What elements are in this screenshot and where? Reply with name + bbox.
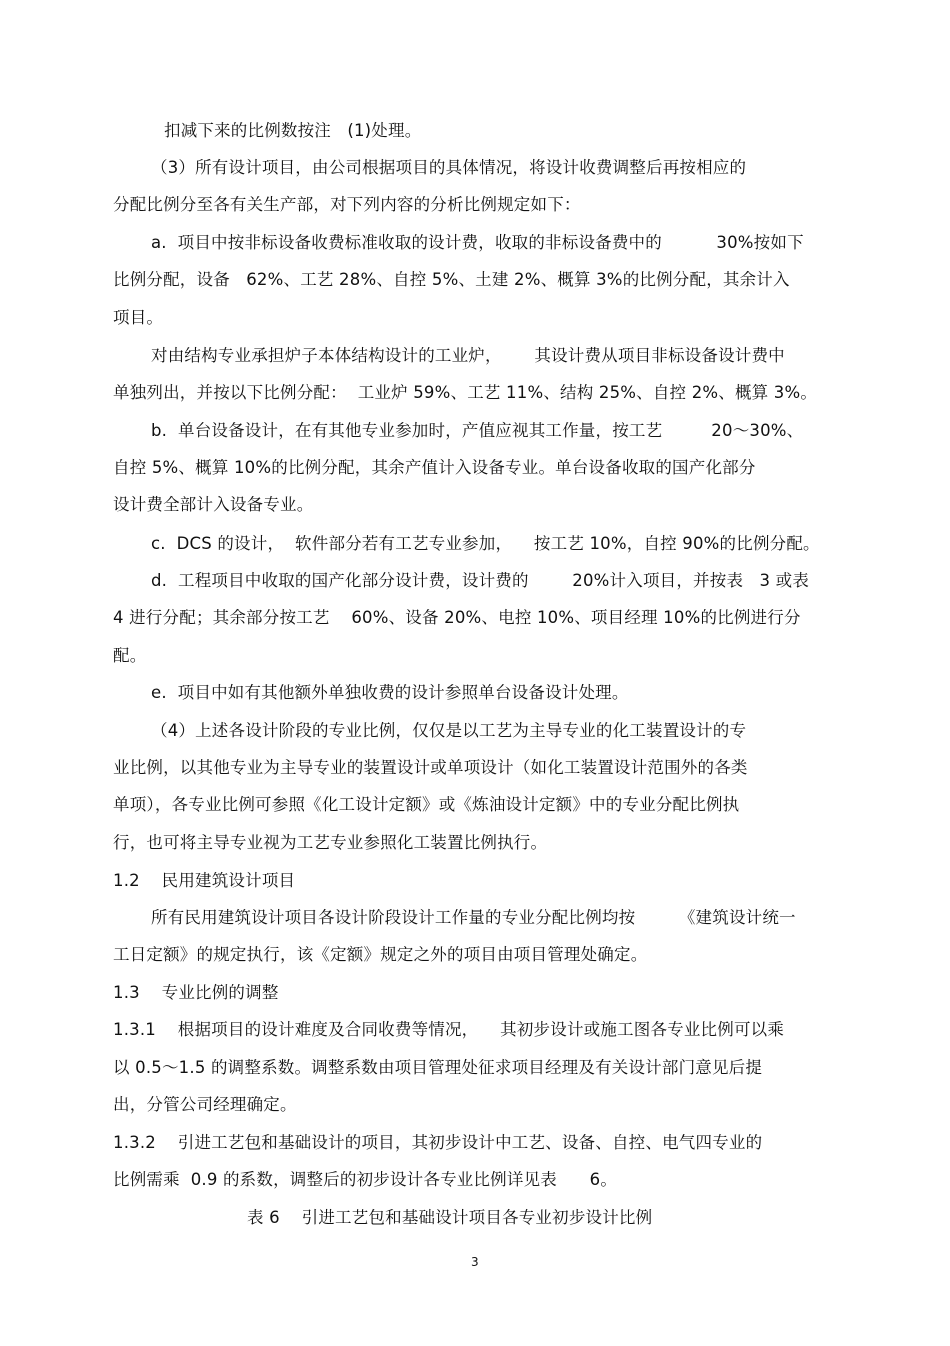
paragraph-4-line-4: 行，也可将主导专业视为工艺专业参照化工装置比例执行。 [113,833,548,852]
paragraph-4-line-2: 业比例，以其他专业为主导专业的装置设计或单项设计（如化工装置设计范围外的各类 [113,758,748,777]
furnace-line-2: 单独列出，并按以下比例分配： 工业炉 59%、工艺 11%、结构 25%、自控 2%、概算 3%。 [113,383,818,402]
section-heading-1-2: 1.2 民用建筑设计项目 [113,871,296,890]
item-d-line-1: d. 工程项目中收取的国产化部分设计费，设计费的 20%计入项目，并按表 3 或表 [151,571,810,590]
section-1-3-2-line-2: 比例需乘 0.9 的系数，调整后的初步设计各专业比例详见表 6。 [113,1170,618,1189]
section-1-2-line-1: 所有民用建筑设计项目各设计阶段设计工作量的专业分配比例均按 《建筑设计统一 [151,908,796,927]
furnace-line-1: 对由结构专业承担炉子本体结构设计的工业炉， 其设计费从项目非标设备设计费中 [151,346,785,365]
paragraph-4-line-3: 单项），各专业比例可参照《化工设计定额》或《炼油设计定额》中的专业分配比例执 [113,795,740,814]
section-1-3-1-line-3: 出，分管公司经理确定。 [113,1095,297,1114]
paragraph-3-line-2: 分配比例分至各有关生产部，对下列内容的分析比例规定如下： [113,195,581,214]
item-d-line-2: 4 进行分配；其余部分按工艺 60%、设备 20%、电控 10%、项目经理 10%的比例进行分 [113,608,801,627]
paragraph-3-line-1: （3）所有设计项目，由公司根据项目的具体情况，将设计收费调整后再按相应的 [151,158,747,177]
item-a-line-1: a. 项目中按非标设备收费标准收取的设计费，收取的非标设备费中的 30%按如下 [151,233,804,252]
item-c-line-1: c. DCS 的设计， 软件部分若有工艺专业参加， 按工艺 10%，自控 90%的比例分配。 [151,534,820,553]
paragraph-4-line-1: （4）上述各设计阶段的专业比例，仅仅是以工艺为主导专业的化工装置设计的专 [151,721,747,740]
table-6-caption: 表 6 引进工艺包和基础设计项目各专业初步设计比例 [247,1208,653,1227]
item-a-line-3: 项目。 [113,308,164,327]
page-number: 3 [471,1255,479,1269]
item-b-line-3: 设计费全部计入设备专业。 [113,495,314,514]
section-1-3-1-line-1: 1.3.1 根据项目的设计难度及合同收费等情况， 其初步设计或施工图各专业比例可以乘 [113,1020,785,1039]
section-1-3-2-line-1: 1.3.2 引进工艺包和基础设计的项目，其初步设计中工艺、设备、自控、电气四专业的 [113,1133,763,1152]
section-heading-1-3: 1.3 专业比例的调整 [113,983,279,1002]
item-e-line-1: e. 项目中如有其他额外单独收费的设计参照单台设备设计处理。 [151,683,629,702]
item-b-line-2: 自控 5%、概算 10%的比例分配，其余产值计入设备专业。单台设备收取的国产化部分 [113,458,756,477]
section-1-2-line-2: 工日定额》的规定执行，该《定额》规定之外的项目由项目管理处确定。 [113,945,648,964]
section-1-3-1-line-2: 以 0.5～1.5 的调整系数。调整系数由项目管理处征求项目经理及有关设计部门意见后提 [113,1058,763,1077]
item-a-line-2: 比例分配，设备 62%、工艺 28%、自控 5%、土建 2%、概算 3%的比例分配，其余计入 [113,270,790,289]
item-d-line-3: 配。 [113,646,147,665]
item-b-line-1: b. 单台设备设计，在有其他专业参加时，产值应视其工作量，按工艺 20～30%、 [151,421,804,440]
body-line-1: 扣减下来的比例数按注 (1)处理。 [164,121,422,140]
